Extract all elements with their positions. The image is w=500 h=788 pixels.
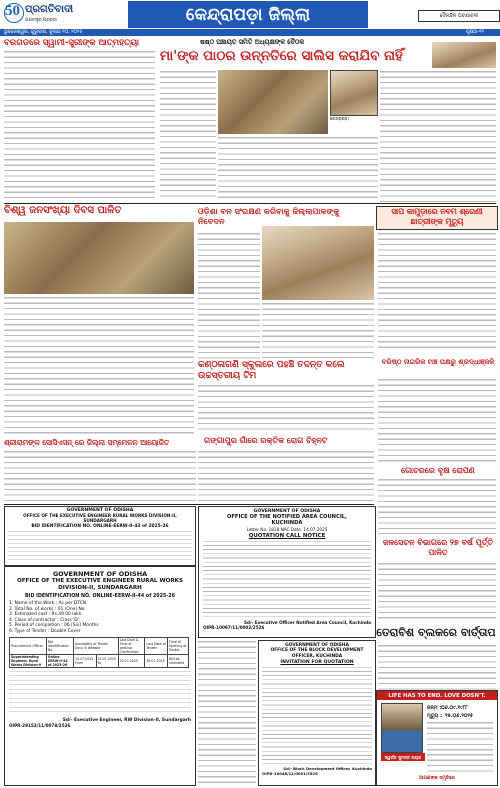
obituary <box>376 690 498 786</box>
sriram-headline: ଶ୍ରୀରାମଙ୍କ ସୋସିଏସନ୍ ରେ ଜିଲ୍ଲା ସମ୍ମେଳନ ଆୟୋଜିତ <box>4 438 170 447</box>
world-population-headline: ବିଶ୍ୱ ଜନସଂଖ୍ୟା ଦିବସ ପାଳିତ <box>4 205 122 216</box>
section-title-banner <box>128 1 368 28</box>
notice-schedule-table <box>9 637 189 668</box>
notice-mid-title: QUOTATION CALL NOTICE <box>248 532 326 539</box>
notice-left-bottom-gov: GOVERNMENT OF ODISHA <box>52 570 148 578</box>
notice-left-top-title: BID IDENTIFICATION NO. ONLINE-EERW-II-43 of 2025-26 <box>31 524 169 529</box>
lead-photo-small <box>330 70 378 116</box>
notice-mid2-signature: Sd/- Block Development Officer, Kuchinda <box>283 766 372 772</box>
table-header: Last Date & Time of seeking Clarification <box>118 637 145 654</box>
school-body <box>198 384 374 434</box>
notice-mid-office: OFFICE OF THE NOTIFIED AREA COUNCIL, KUCHINDA <box>226 514 348 527</box>
notice-row: 3. Estimated cost : Rs.49.00 lakh <box>9 612 82 618</box>
table-cell: 30.07.2025 <box>145 654 168 667</box>
table-cell: Will be intimated <box>167 654 188 667</box>
obituary-family <box>427 753 493 775</box>
table-header: Procurement Officer <box>10 637 47 654</box>
notice-left-bottom-rows <box>5 601 195 635</box>
memorandum-body <box>198 232 260 360</box>
lead-photo-caption: କେନ୍ଦ୍ରାପଡ଼ା <box>330 116 349 121</box>
table-header: Bid Identification No. <box>46 637 73 654</box>
notice-row: 5. Period of completion : 06 (Six) Months <box>9 623 99 629</box>
table-cell: 15.07.2025 From <box>74 654 97 667</box>
paper-name: ପ୍ରଗତିବାଦୀ <box>25 4 74 15</box>
notice-left-bottom-signature: Sd/- Executive Engineer, RW Division-II, Sundargarh <box>62 717 191 723</box>
table-cell: Superintending Engineer, Rural Works Division-II <box>10 654 47 667</box>
notice-left-bottom <box>4 566 196 786</box>
obituary-footer: ଆପଣଙ୍କ ସ୍ମୃତିରେ <box>419 776 455 781</box>
lead-headline: ମା'ଙ୍କ ପାଠର ଉନ୍ନତିରେ ସାଲିସ କରାଯିବ ନାହିଁ <box>160 48 403 64</box>
table-header: Availability of Tender Docs in Website <box>74 637 119 654</box>
right-top-photo <box>432 42 496 68</box>
obituary-text <box>427 721 493 751</box>
world-population-photo <box>4 222 194 294</box>
dateline: ଭୁବନେଶ୍ୱର, ଗୁରୁବାର, ଜୁଲାଇ ୧୦, ୨୦୨୫ <box>4 29 83 35</box>
right-strip: ଦୈନନ୍ଦିନ ଘଟଣାବଳୀ <box>418 10 500 22</box>
snake-headline: ସାପ କାମୁଡ଼ାରେ ନବମ ଶ୍ରେଣୀ ଛାତ୍ରୀଙ୍କ ମୃତ୍ୟୁ <box>391 207 483 226</box>
table-cell: 21.07.2025 To <box>96 654 118 667</box>
obituary-died: ୧୫.୦୬.୨୦୨୫ <box>445 713 474 719</box>
notice-mid2-office: OFFICE OF THE BLOCK DEVELOPMENT OFFICER, KUCHINDA <box>270 648 364 659</box>
dispensary-body <box>198 450 374 502</box>
divider-1 <box>4 203 496 204</box>
notice-mid-gov: GOVERNMENT OF ODISHA <box>253 509 321 514</box>
memorandum-photo <box>262 226 374 300</box>
tagline: ଗଣତନ୍ତ୍ର ପ୍ରହରୀ <box>25 18 57 23</box>
obituary-name-bar <box>381 753 425 761</box>
page-number: ପୃଷ୍ଠା-୧୨ <box>466 29 485 35</box>
teleradio-banner <box>376 624 496 642</box>
lead-kicker: ଷଷ୍ଠ ପଞ୍ଚାୟତ ସମିତି ଅଧ୍ୟକ୍ଷଙ୍କ ବୈଠକ <box>200 38 305 46</box>
notice-left-top-office: OFFICE OF THE EXECUTIVE ENGINEER RURAL WORKS DIVISION-II, SUNDARGARH <box>23 513 177 523</box>
notice-mid-signature: Sd/- Executive Officer Notified Area Council, Kuchinda <box>244 619 371 625</box>
obituary-banner <box>377 691 497 700</box>
notice-row: 6. Type of Tender : Double Cover <box>9 628 81 634</box>
obituary-born-label: ଜନ୍ମ : <box>427 705 442 711</box>
memorandum-headline: ଓଡ଼ିଶା ବନ ସଂରକ୍ଷଣ କରିବାକୁ ଜିଲ୍ଲାପାଳଙ୍କୁ ନିବେଦନ <box>198 206 340 226</box>
sp-cadre-body <box>378 562 496 622</box>
table-cell: Online EERW-II-44 of 2025-26 <box>46 654 73 667</box>
world-population-body <box>4 296 194 436</box>
top-left-headline: ବରଗଡରେ ସ୍ୱାମୀ-ସ୍ତ୍ରୀଙ୍କ ଆତ୍ମହତ୍ୟା <box>4 38 140 48</box>
lead-photo <box>218 70 328 134</box>
teleradio-body <box>378 644 496 694</box>
table-header: Time of Opening of Tender <box>167 637 188 654</box>
obituary-born: ୦୬.୦୯.୧୯୮୮ <box>441 705 468 711</box>
dispensary-headline: ଗଙ୍ଗାପୁର ଗାଁରେ ରକ୍ତିକ ରୋଗ ଚିହ୍ନଟ <box>204 436 328 445</box>
notice-row: 1. Name of the Work : As per DTCN <box>9 601 87 606</box>
logo-number: 50 <box>5 3 20 19</box>
right-top-body <box>380 70 496 202</box>
lead-body-left <box>160 70 216 200</box>
lead-body-mid <box>218 136 378 202</box>
bahini-body <box>378 378 496 462</box>
notice-row: 4. Class of contractor : Class 'D' <box>9 617 79 623</box>
notice-row: 2. Total No. of works : 01 (One) No. <box>9 606 86 612</box>
sp-cadre-headline: ଜଳସେଚନ ବିଭାଗରେ ୨୭ ବର୍ଷ ପୂର୍ତ୍ତି ପାଳିତ <box>382 538 494 557</box>
notice-mid-letter: Letter No. 1818 NAC Date. 14.07.2025 <box>246 526 328 532</box>
obituary-photo <box>381 703 423 753</box>
sriram-body <box>4 450 196 502</box>
section-title: କେନ୍ଦ୍ରାପଡ଼ା ଜିଲ୍ଲା <box>185 4 311 25</box>
obituary-banner-text: LIFE HAS TO END. LOVE DOSN'T. <box>388 692 486 699</box>
notice-left-top-gov: GOVERNMENT OF ODISHA <box>66 508 134 513</box>
snake-body <box>378 232 496 350</box>
obituary-died-label: ମୃତ୍ୟୁ : <box>427 713 443 719</box>
notice-mid2-title: INVITATION FOR QUOTATION <box>280 660 354 666</box>
teleradio-headline: ତେରାବିଶ ବ୍ଲକରେ ବାର୍ତ୍ତାପ <box>376 626 496 639</box>
notice-left-bottom-ref: OIPR-29153/11/0078/2526 <box>9 722 71 728</box>
gochar-headline: ଗୋଚରରେ ବୃକ୍ଷ ରୋପଣ <box>401 466 475 475</box>
top-left-body <box>4 50 155 202</box>
mid-left-column <box>198 640 256 784</box>
gochar-body <box>378 478 496 534</box>
memorandum-body-2 <box>262 302 374 358</box>
notice-left-bottom-office: OFFICE OF THE EXECUTIVE ENGINEER RURAL WORKS DIVISION-II, SUNDARGARH <box>16 578 184 591</box>
divider-2 <box>4 504 374 505</box>
obituary-name: ସ୍ୱର୍ଗତ ସୁମନ୍ତ ନାୟକ <box>384 754 422 760</box>
notice-mid <box>198 506 376 638</box>
notice-left-bottom-title: BID IDENTIFICATION NO. ONLINE-EERW-II-44 of 2025-26 <box>25 594 175 599</box>
notice-mid2-gov: GOVERNMENT OF ODISHA <box>285 643 349 648</box>
notice-left-top <box>4 506 196 566</box>
notice-mid2-ref: OIPR-10048/11/0001/2526 <box>262 771 318 777</box>
notice-mid-ref: OIPR-10097/11/0002/2526 <box>203 624 265 630</box>
bahini-headline: ବରିଷ୍ଠ ନାଗରିକ ମଞ୍ଚ ପକ୍ଷରୁ ଶ୍ରଦ୍ଧାଞ୍ଜଳି <box>381 358 495 366</box>
masthead <box>0 0 500 36</box>
table-cell: 29.07.2025 <box>118 654 145 667</box>
table-header: Last Date of Tender <box>145 637 168 654</box>
school-headline: କଣ୍ଠଳାଗଣି ସ୍କୁଲରେ ପହଞ୍ଚି ତଦନ୍ତ କଲେ ଉଚ୍ଚସ୍ତରୀୟ ଟିମ <box>198 360 345 381</box>
notice-mid2 <box>258 640 376 786</box>
